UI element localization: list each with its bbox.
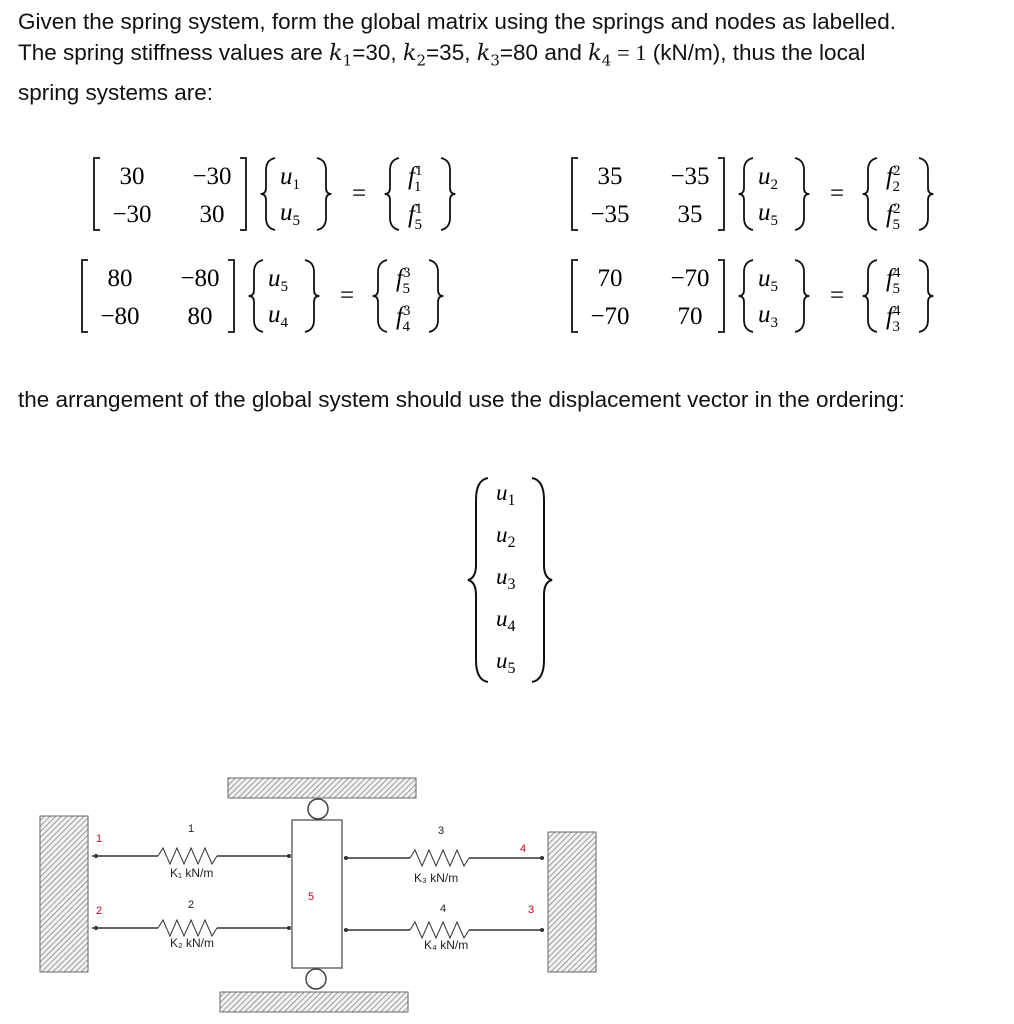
f-vector-brace-left [863,260,877,332]
f-vector-brace-left [373,260,387,332]
matrix-bracket-right [718,260,724,332]
matrix-entry-21: −30 [112,201,152,228]
matrix-entry-22: 30 [199,201,225,228]
k2-symbol: $k_2$ [402,40,427,70]
bottom-roller [306,969,326,989]
f-vector-top: $f^2$ 2 [886,163,901,195]
f-vector-brace-right [919,260,933,332]
f-vector-bottom: $f^1$ 5 [408,201,423,233]
f-vector-top: $f^4$ 5 [886,265,901,297]
matrix-bracket-right [240,158,246,230]
k1-symbol: $k_1$ [329,40,353,70]
u-vector-brace-right [795,260,809,332]
matrix-entry-21: −35 [590,201,630,228]
matrix-entry-11: 35 [597,163,623,190]
node-label-1: 1 [96,833,103,845]
f-vector-brace-right [429,260,443,332]
matrix-entry-11: 80 [107,265,133,292]
u-vector-brace-right [317,158,331,230]
right-brace [532,478,552,682]
equals-sign: = [352,180,367,207]
equals-sign: = [830,180,845,207]
matrix-bracket-right [228,260,234,332]
matrix-entry-12: −35 [670,163,710,190]
ordering-entry-5: $u_5$ [496,648,516,677]
node-label-3: 3 [528,904,535,916]
bottom-wall [220,992,408,1012]
local-system-2 [572,158,933,233]
local-systems [0,130,1014,480]
k2-value: =35, [426,40,477,65]
matrix-entry-22: 35 [677,201,703,228]
local-system-1 [94,158,455,233]
f-vector-brace-left [863,158,877,230]
node-label-2: 2 [96,905,103,917]
ordering-entry-4: $u_4$ [496,606,516,635]
spring-2 [92,920,291,936]
matrix-entry-11: 30 [119,163,145,190]
matrix-entry-21: −80 [100,303,140,330]
matrix-entry-12: −70 [670,265,710,292]
u-vector-top: $u_2$ [758,163,778,193]
left-brace [468,478,488,682]
f-vector-brace-right [441,158,455,230]
right-wall [548,832,596,972]
problem-statement [18,6,1003,108]
u-vector-brace-left [739,260,753,332]
u-vector-top: $u_5$ [268,265,288,295]
matrix-bracket-right [718,158,724,230]
stiffness-label-1: K₁ kN/m [170,866,214,880]
equals-sign: = [830,282,845,309]
left-wall [40,816,88,972]
u-vector-brace-right [305,260,319,332]
u-vector-bottom: $u_5$ [758,199,778,229]
f-vector-bottom: $f^4$ 3 [886,303,901,335]
node-label-5: 5 [308,891,315,903]
matrix-bracket-left [94,158,100,230]
matrix-bracket-left [572,260,578,332]
u-vector-top: $u_5$ [758,265,778,295]
spring-4 [344,922,544,938]
f-vector-brace-left [385,158,399,230]
matrix-entry-22: 80 [187,303,213,330]
u-vector-bottom: $u_5$ [280,199,300,229]
local-system-4 [572,260,933,335]
k4-value: 1 [635,40,647,65]
ordering-text: the arrangement of the global system should use the displacement vector in the ordering: [18,387,905,412]
k3-value: =80 and [499,40,589,65]
spring-1 [92,848,291,864]
stiffness-label-2: K₂ kN/m [170,936,214,950]
node-label-4: 4 [520,843,527,855]
u-vector-bottom: $u_3$ [758,301,778,331]
matrix-entry-12: −30 [192,163,232,190]
intro-line-2 [18,37,1003,77]
f-vector-top: $f^1$ 1 [408,163,422,195]
spring-number-3: 3 [438,825,445,837]
top-roller [308,799,328,819]
matrix-bracket-left [572,158,578,230]
stiffness-label-4: K₄ kN/m [424,938,469,952]
spring-number-4: 4 [440,903,447,915]
matrix-entry-22: 70 [677,303,703,330]
f-vector-bottom: $f^3$ 4 [396,303,411,335]
k1-value: =30, [352,40,403,65]
u-vector-brace-right [795,158,809,230]
intro-line-2-suffix: (kN/m), thus the local [646,40,866,65]
spring-3 [344,850,544,866]
matrix-entry-12: −80 [180,265,220,292]
k4-equals: = [611,40,636,65]
u-vector-brace-left [249,260,263,332]
stiffness-label-3: K₃ kN/m [414,871,459,885]
local-system-3 [82,260,443,335]
f-vector-brace-right [919,158,933,230]
f-vector-bottom: $f^2$ 5 [886,201,901,233]
spring-number-2: 2 [188,899,195,911]
f-vector-top: $f^3$ 5 [396,265,411,297]
ordering-vector [440,470,640,690]
k3-symbol: $k_3$ [476,40,500,70]
intro-line-2-prefix: The spring stiffness values are [18,40,329,65]
spring-number-1: 1 [188,823,195,835]
u-vector-brace-left [739,158,753,230]
rigid-bar [292,820,342,968]
intro-line-3: spring systems are: [18,79,214,105]
top-wall [228,778,416,798]
u-vector-brace-left [261,158,275,230]
intro-line-1: Given the spring system, form the global matrix using the springs and nodes as labelled. [18,9,896,34]
ordering-entry-2: $u_2$ [496,522,516,551]
matrix-bracket-left [82,260,88,332]
ordering-entry-1: $u_1$ [496,480,516,509]
equals-sign: = [340,282,355,309]
u-vector-top: $u_1$ [280,163,300,193]
matrix-entry-11: 70 [597,265,623,292]
spring-diagram [0,764,1014,1024]
matrix-entry-21: −70 [590,303,630,330]
k4-symbol: $k_4$ [588,40,612,70]
ordering-entry-3: $u_3$ [496,564,516,593]
u-vector-bottom: $u_4$ [268,301,288,331]
